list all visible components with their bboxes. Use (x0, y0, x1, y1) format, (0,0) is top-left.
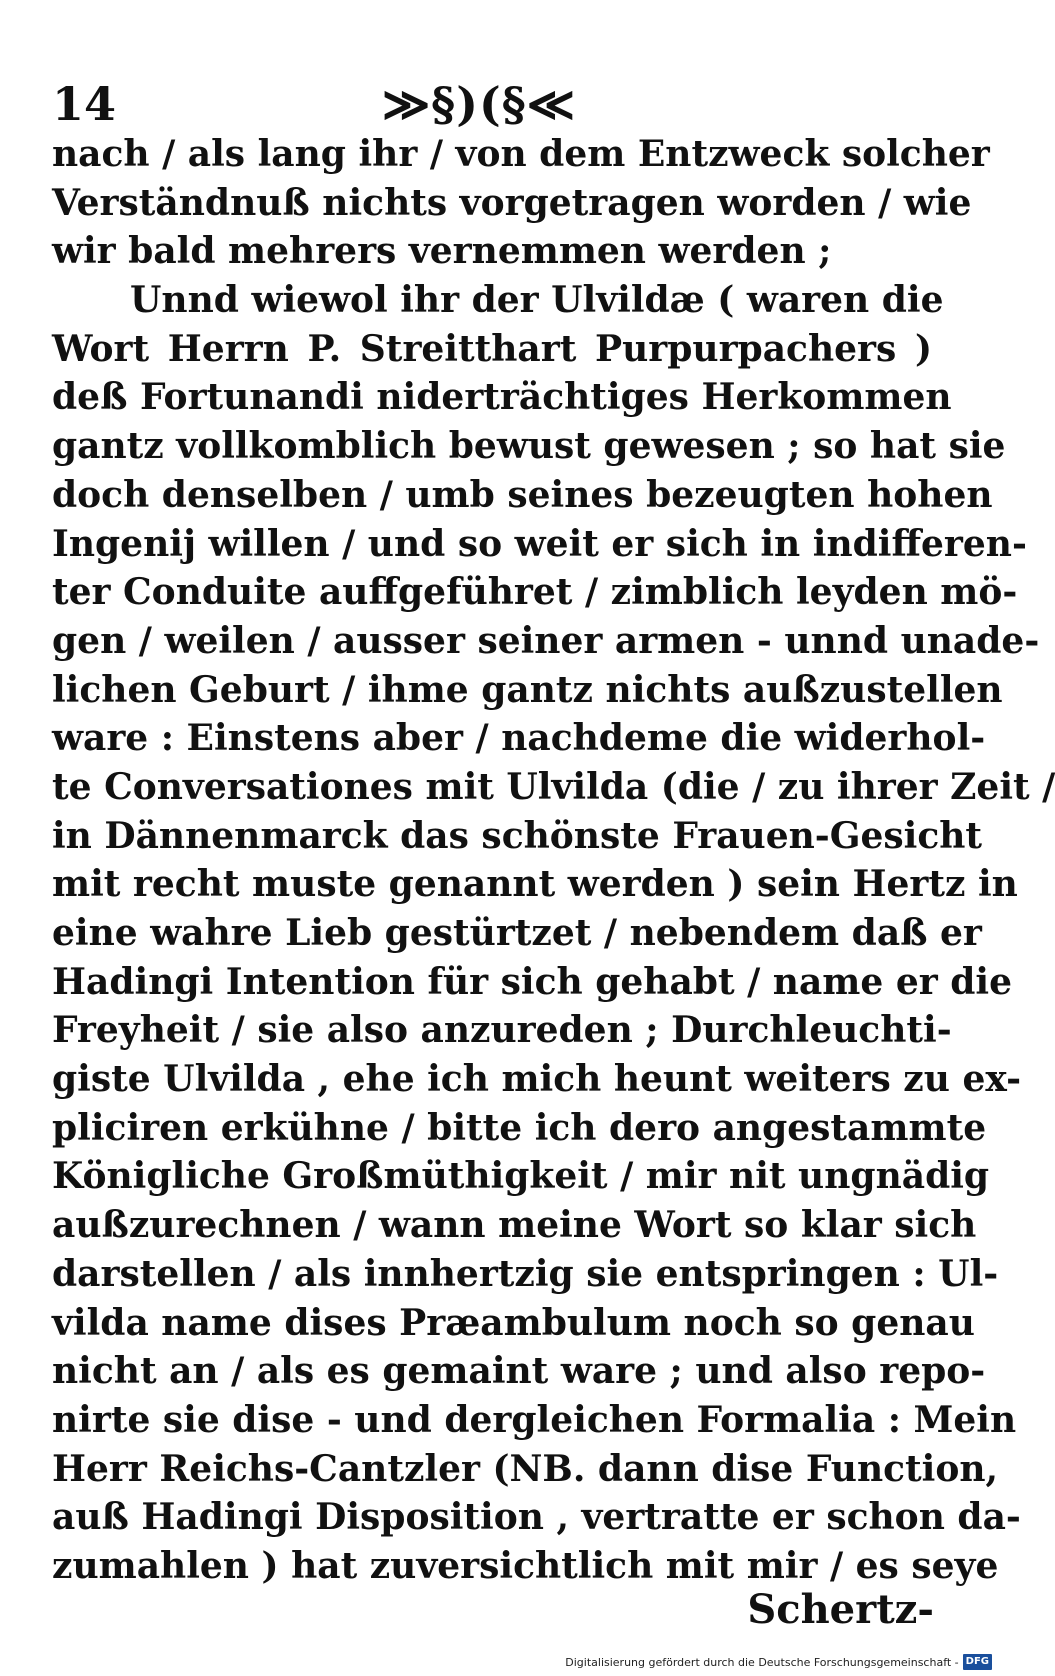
text-line: wir bald mehrers vernemmen werden ; (52, 230, 832, 273)
text-line: Unnd wiewol ihr der Ulvildæ ( waren die (130, 279, 944, 322)
text-line: darstellen / als innhertzig sie entspringen : Ul- (52, 1252, 999, 1295)
page-header (52, 74, 932, 134)
text-line: in Dännenmarck das schönste Frauen-Gesicht (52, 814, 983, 857)
text-line: vilda name dises Præambulum noch so genau (52, 1301, 975, 1344)
text-line: Verständnuß nichts vorgetragen worden / wie (52, 181, 972, 224)
text-line: außzurechnen / wann meine Wort so klar sich (52, 1204, 977, 1247)
text-line: te Conversationes mit Ulvilda (die / zu ihrer Zeit / (52, 765, 1055, 808)
text-line: pliciren erkühne / bitte ich dero angestammte (52, 1106, 987, 1149)
digitization-credit (565, 1652, 992, 1672)
text-line: gantz vollkomblich bewust gewesen ; so hat sie (52, 425, 1006, 468)
text-line: mit recht muste genannt werden ) sein Hertz in (52, 863, 1018, 906)
dfg-logo: DFG (963, 1654, 992, 1670)
text-line: Herr Reichs-Cantzler (NB. dann dise Function, (52, 1447, 999, 1490)
text-line: doch denselben / umb seines bezeugten hohen (52, 473, 993, 516)
text-line: zumahlen ) hat zuversichtlich mit mir / es seye (52, 1544, 999, 1587)
text-line: lichen Geburt / ihme gantz nichts außzustellen (52, 668, 1003, 711)
text-line: giste Ulvilda , ehe ich mich heunt weiters zu ex- (52, 1058, 1022, 1101)
text-line: ware : Einstens aber / nachdeme die widerhol- (52, 717, 986, 760)
text-line: gen / weilen / ausser seiner armen - unnd unade- (52, 619, 1040, 662)
page-number: 14 (52, 77, 117, 131)
body-text (52, 130, 1055, 1591)
catchword: Schertz- (747, 1586, 934, 1633)
text-line: Hadingi Intention für sich gehabt / name er die (52, 960, 1012, 1003)
text-line: Ingenij willen / und so weit er sich in indifferen- (52, 522, 1027, 565)
text-line: nach / als lang ihr / von dem Entzweck solcher (52, 133, 990, 175)
text-line: deß Fortunandi niderträchtiges Herkommen (52, 376, 952, 419)
credit-text: Digitalisierung gefördert durch die Deutsche Forschungsgemeinschaft - (565, 1655, 959, 1669)
text-line: Freyheit / sie also anzureden ; Durchleuchti- (52, 1009, 952, 1052)
text-line: Wort Herrn P. Streitthart Purpurpachers ) (52, 327, 932, 370)
text-line: ter Conduite auffgeführet / zimblich leyden mö- (52, 571, 1018, 614)
text-line: Königliche Großmüthigkeit / mir nit ungnädig (52, 1155, 990, 1198)
running-head-ornament: ≫§)(§≪ (382, 77, 576, 131)
text-line: auß Hadingi Disposition , vertratte er schon da- (52, 1496, 1021, 1539)
text-line: eine wahre Lieb gestürtzet / nebendem daß er (52, 912, 982, 954)
text-line: nicht an / als es gemaint ware ; und also repo- (52, 1350, 986, 1393)
text-line: nirte sie dise - und dergleichen Formalia : Mein (52, 1398, 1017, 1441)
